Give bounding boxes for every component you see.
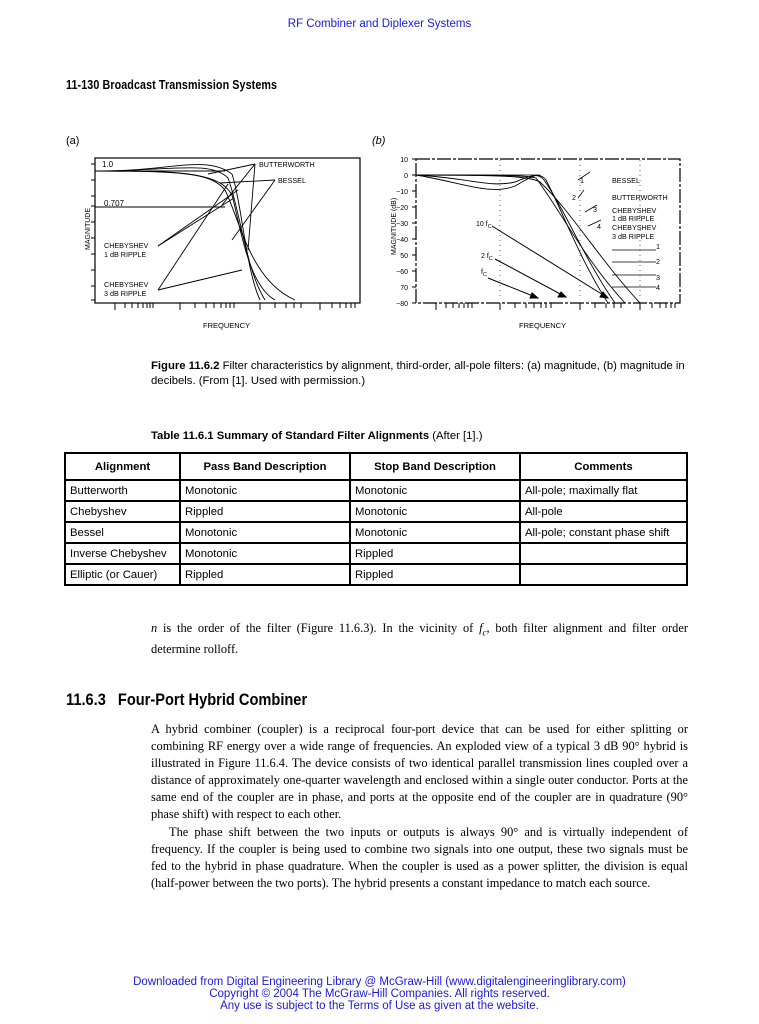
b-ytick-m10: −10: [396, 189, 408, 196]
legend-num-4: 4: [597, 222, 601, 231]
col-header-pass-band: Pass Band Description: [180, 453, 350, 480]
b-ytick-m20: −20: [396, 205, 408, 212]
running-head: 11-130 Broadcast Transmission Systems: [66, 78, 278, 92]
freq-label-fc: $f_C$: [481, 269, 487, 278]
col-header-alignment: Alignment: [65, 453, 180, 480]
annotation-cheb3-line2: 3 dB RIPPLE: [104, 289, 147, 298]
curve-num-1: 1: [656, 242, 660, 251]
alignment-table: [64, 452, 688, 586]
col-header-comments: Comments: [520, 453, 687, 480]
freq-label-2fc: 2 $f_C$: [481, 253, 493, 262]
caption-text: Filter characteristics by alignment, third-order, all-pole filters: (a) magnitude, (b) magnitude in decibels. (From [1]. Used with permission.): [151, 360, 685, 387]
table-title: [151, 430, 482, 442]
curve-num-2: 2: [656, 257, 660, 266]
annotation-cheb3-line1: CHEBYSHEV: [104, 280, 149, 289]
b-ytick-m30: −30: [396, 221, 408, 228]
annotation-cheb1-line2: 1 dB RIPPLE: [104, 250, 147, 259]
b-ytick-50: 50: [400, 253, 408, 260]
b-ytick-0: 0: [404, 173, 408, 180]
table-row: [65, 501, 687, 522]
para1-text-a: is the order of the filter (Figure 11.6.3). In the vicinity of: [157, 621, 480, 635]
legend-cheb1-line1: CHEBYSHEV: [612, 206, 657, 215]
table-cell: Monotonic: [180, 480, 350, 501]
table-cell: Monotonic: [180, 522, 350, 543]
panel-a: [85, 158, 360, 330]
legend-cheb3-line2: 3 dB RIPPLE: [612, 232, 655, 241]
section-title: Four-Port Hybrid Combiner: [117, 690, 308, 709]
paragraph-phase-shift: The phase shift between the two inputs or outputs is always 90° and is virtually independent of frequency. If the coupler is being used to combine two signals into one output, these two signals must be fed to the hybrid in phase quadrature. When the coupler is used as a power splitter, the division is equal (half-power between the two ports). The hybrid presents a constant impedance to match each source.: [151, 825, 688, 890]
footer-copyright[interactable]: Copyright © 2004 The McGraw-Hill Companies. All rights reserved.: [209, 988, 550, 1000]
b-ytick-m60: −60: [396, 269, 408, 276]
table-cell: [520, 543, 687, 564]
table-cell: Monotonic: [350, 522, 520, 543]
table-row: [65, 522, 687, 543]
b-ytick-m40: −40: [396, 237, 408, 244]
legend-cheb1-line2: 1 dB RIPPLE: [612, 214, 655, 223]
table-cell: Butterworth: [65, 480, 180, 501]
panel-b-label: (b): [372, 135, 386, 147]
b-ytick-10: 10: [400, 157, 408, 164]
table-cell: Elliptic (or Cauer): [65, 564, 180, 585]
col-header-stop-band: Stop Band Description: [350, 453, 520, 480]
curve-num-4: 4: [656, 283, 660, 292]
annotation-bessel: BESSEL: [278, 176, 306, 185]
annotation-butterworth: BUTTERWORTH: [259, 160, 315, 169]
table-title-label: Table 11.6.1 Summary of Standard Filter Alignments: [151, 430, 430, 442]
footer-terms-link[interactable]: Any use is subject to the Terms of Use as given at the website.: [220, 1000, 539, 1012]
panel-b: [391, 157, 680, 330]
table-cell: All-pole; constant phase shift: [520, 522, 687, 543]
table-cell: Chebyshev: [65, 501, 180, 522]
section-heading: [66, 690, 307, 710]
legend-butterworth: BUTTERWORTH: [612, 193, 668, 202]
footer: [0, 976, 759, 1012]
figure-11-6-2: [60, 135, 690, 335]
table-cell: All-pole; maximally flat: [520, 480, 687, 501]
freq-label-10fc: 10 $f_C$: [476, 221, 492, 230]
panel-b-ylabel: MAGNITUDE (dB): [391, 197, 398, 255]
legend-num-1: 1: [580, 176, 584, 185]
legend-cheb3-line1: CHEBYSHEV: [612, 223, 657, 232]
legend-num-2: 2: [572, 193, 576, 202]
section-number: 11.6.3: [66, 690, 106, 709]
table-row: [65, 564, 687, 585]
table-cell: All-pole: [520, 501, 687, 522]
figure-caption: [151, 359, 688, 389]
table-cell: Rippled: [350, 543, 520, 564]
annotation-cheb1-line1: CHEBYSHEV: [104, 241, 149, 250]
table-cell: [520, 564, 687, 585]
table-cell: Bessel: [65, 522, 180, 543]
panel-a-value-0707: 0.707: [104, 199, 125, 208]
panel-a-value-1: 1.0: [102, 160, 114, 169]
table-row: [65, 543, 687, 564]
paragraph-order: [151, 620, 688, 658]
symbol-n: n: [151, 621, 158, 635]
table-row: [65, 480, 687, 501]
caption-label: Figure 11.6.2: [151, 360, 220, 372]
panel-b-xlabel: FREQUENCY: [519, 321, 567, 330]
table-cell: Rippled: [180, 501, 350, 522]
panel-a-xlabel: FREQUENCY: [203, 321, 251, 330]
table-cell: Rippled: [180, 564, 350, 585]
para1-text-b: , both filter alignment and filter order determine rolloff.: [151, 621, 688, 657]
legend-num-3: 3: [593, 205, 597, 214]
legend-bessel: BESSEL: [612, 176, 640, 185]
panel-a-label: (a): [66, 135, 80, 147]
table-cell: Inverse Chebyshev: [65, 543, 180, 564]
table-cell: Monotonic: [350, 480, 520, 501]
table-cell: Rippled: [350, 564, 520, 585]
panel-a-ylabel: MAGNITUDE: [85, 208, 92, 250]
table-header-row: [65, 453, 687, 480]
symbol-fc: $f_c$: [479, 621, 487, 638]
table-cell: Monotonic: [180, 543, 350, 564]
curve-num-3: 3: [656, 273, 660, 282]
table-cell: Monotonic: [350, 501, 520, 522]
paragraph-hybrid-intro: A hybrid combiner (coupler) is a reciprocal four-port device that can be used for either splitting or combining RF energy over a wide range of frequencies. An exploded view of a typical 3 dB 90° hybrid is illustrated in Figure 11.6.4. The device consists of two identical parallel transmission lines coupled over a distance of approximately one-quarter wavelength and enclosed within a single outer conductor. Ports at the same end of the coupler are in phase, and ports at the opposite end of the coupler are in quadrature (90° phase shift) with respect to each other.: [151, 722, 688, 821]
header-link[interactable]: RF Combiner and Diplexer Systems: [287, 18, 472, 30]
b-ytick-m80: −80: [396, 301, 408, 308]
b-ytick-70: 70: [400, 285, 408, 292]
footer-download-link[interactable]: Downloaded from Digital Engineering Library @ McGraw-Hill (www.digitalengineeringlibrary.com): [133, 976, 626, 988]
table-title-note: (After [1].): [432, 430, 483, 442]
